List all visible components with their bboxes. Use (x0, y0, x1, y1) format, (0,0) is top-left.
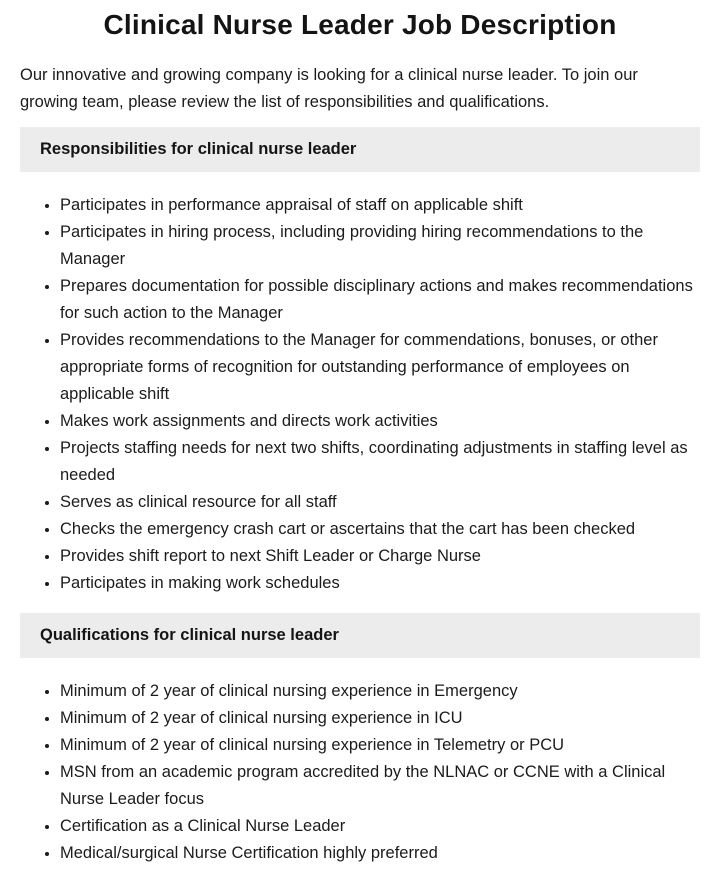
list-item: • Provides recommendations to the Manager for commendations, bonuses, or other appropriate forms of recognition for outstanding performance of employees on applicable shift (60, 327, 700, 408)
list-item: • Participates in making work schedules (60, 570, 700, 597)
qualifications-list (20, 678, 700, 867)
list-item: • Prepares documentation for possible disciplinary actions and makes recommendations for such action to the Manager (60, 273, 700, 327)
list-item: • Participates in performance appraisal of staff on applicable shift (60, 192, 700, 219)
list-item: • Participates in hiring process, including providing hiring recommendations to the Manager (60, 219, 700, 273)
list-item: • Medical/surgical Nurse Certification highly preferred (60, 840, 700, 867)
list-item: • Minimum of 2 year of clinical nursing experience in Telemetry or PCU (60, 732, 700, 759)
intro-paragraph: Our innovative and growing company is looking for a clinical nurse leader. To join our growing team, please review the list of responsibilities and qualifications. (20, 66, 638, 111)
list-item: • Serves as clinical resource for all staff (60, 489, 700, 516)
list-item: • Minimum of 2 year of clinical nursing experience in Emergency (60, 678, 700, 705)
list-item: • Certification as a Clinical Nurse Leader (60, 813, 700, 840)
responsibilities-heading: Responsibilities for clinical nurse leader (40, 140, 357, 158)
responsibilities-heading-band (20, 127, 700, 172)
qualifications-heading: Qualifications for clinical nurse leader (40, 626, 339, 644)
list-item: • Checks the emergency crash cart or ascertains that the cart has been checked (60, 516, 700, 543)
list-item: • Projects staffing needs for next two shifts, coordinating adjustments in staffing level as needed (60, 435, 700, 489)
page-title: Clinical Nurse Leader Job Description (103, 9, 617, 40)
section-responsibilities (0, 127, 720, 597)
responsibilities-list (20, 192, 700, 597)
list-item: • Minimum of 2 year of clinical nursing experience in ICU (60, 705, 700, 732)
section-qualifications (0, 613, 720, 867)
list-item: • Provides shift report to next Shift Leader or Charge Nurse (60, 543, 700, 570)
list-item: • Makes work assignments and directs work activities (60, 408, 700, 435)
list-item: • MSN from an academic program accredited by the NLNAC or CCNE with a Clinical Nurse Leader focus (60, 759, 700, 813)
qualifications-heading-band (20, 613, 700, 658)
